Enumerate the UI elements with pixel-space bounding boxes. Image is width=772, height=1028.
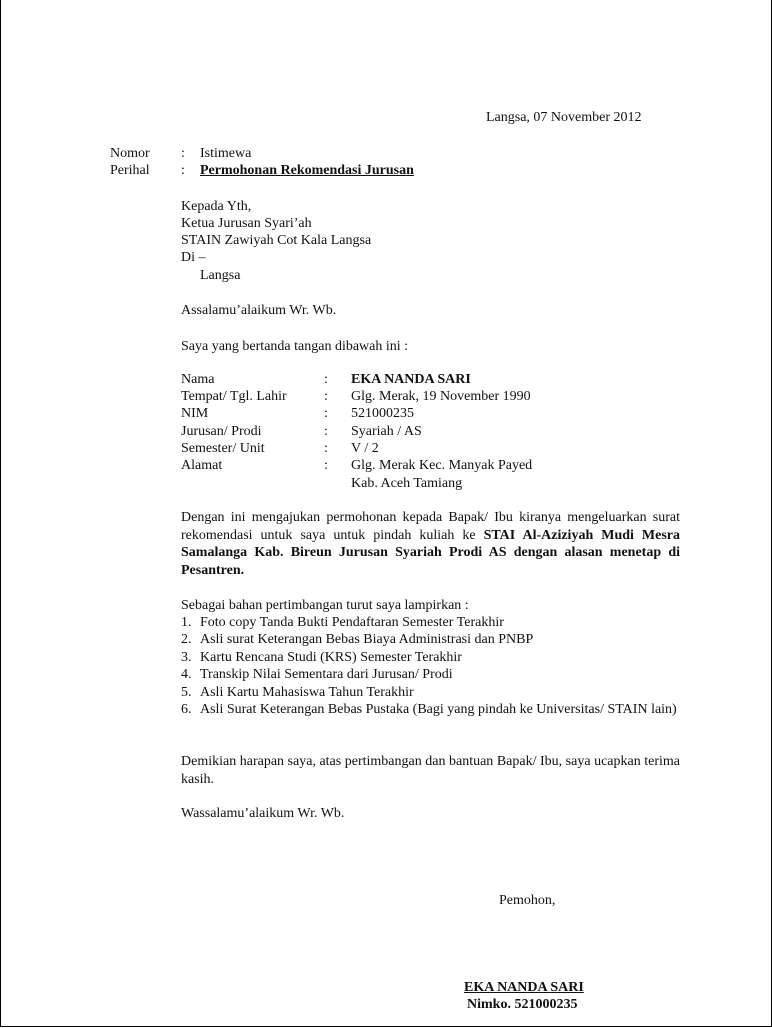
list-item [181, 666, 680, 683]
identity-label-semester: Semester/ Unit [181, 441, 265, 456]
list-item-number: 1. [181, 615, 192, 630]
nomor-colon: : [181, 146, 185, 161]
list-item-number: 2. [181, 632, 192, 648]
signature-name: EKA NANDA SARI [464, 980, 584, 995]
identity-colon: : [324, 458, 328, 473]
attachments-list [181, 614, 680, 718]
list-item-text: Asli surat Keterangan Bebas Biaya Administrasi dan PNBP [200, 632, 534, 648]
list-item [181, 614, 680, 631]
list-item-text: Foto copy Tanda Bukti Pendaftaran Semester Terakhir [200, 615, 504, 630]
signature-role: Pemohon, [499, 893, 556, 908]
body-paragraph [181, 509, 680, 579]
identity-colon: : [324, 372, 328, 387]
list-item-number: 6. [181, 702, 192, 718]
identity-colon: : [324, 406, 328, 421]
attachments-intro: Sebagai bahan pertimbangan turut saya lampirkan : [181, 598, 469, 613]
identity-value-major: Syariah / AS [351, 424, 422, 439]
closing-paragraph: Demikian harapan saya, atas pertimbangan dan bantuan Bapak/ Ibu, saya ucapkan terima kasih. [181, 754, 680, 787]
identity-colon: : [324, 424, 328, 439]
list-item-text: Kartu Rencana Studi (KRS) Semester Terakhir [200, 649, 462, 665]
identity-value-address: Glg. Merak Kec. Manyak Payed [351, 458, 533, 473]
recipient-line-4: Di – [181, 250, 206, 265]
list-item [181, 631, 680, 648]
body-paragraph-bold: STAI Al-Aziziyah Mudi Mesra Samalanga Kab. Bireun Jurusan Syariah Prodi AS dengan alasan menetap di Pesantren. [181, 527, 681, 578]
perihal-value: Permohonan Rekomendasi Jurusan [200, 163, 414, 178]
identity-label-address: Alamat [181, 458, 223, 473]
list-item-number: 5. [181, 684, 192, 700]
greeting: Assalamu’alaikum Wr. Wb. [181, 303, 337, 318]
perihal-label: Perihal [110, 163, 150, 178]
nomor-label: Nomor [110, 146, 150, 161]
list-item-text: Asli Surat Keterangan Bebas Pustaka (Bagi yang pindah ke Universitas/ STAIN lain) [200, 702, 677, 718]
identity-value-birth: Glg. Merak, 19 November 1990 [351, 389, 531, 404]
identity-value-semester: V / 2 [351, 441, 379, 456]
identity-label-nim: NIM [181, 406, 209, 421]
list-item-text: Asli Kartu Mahasiswa Tahun Terakhir [200, 684, 414, 700]
identity-label-name: Nama [181, 372, 215, 387]
identity-label-major: Jurusan/ Prodi [181, 424, 262, 439]
recipient-line-3: STAIN Zawiyah Cot Kala Langsa [181, 233, 372, 248]
date-line: Langsa, 07 November 2012 [486, 110, 642, 125]
identity-label-birth: Tempat/ Tgl. Lahir [181, 389, 287, 404]
farewell: Wassalamu’alaikum Wr. Wb. [181, 806, 345, 821]
intro-line: Saya yang bertanda tangan dibawah ini : [181, 339, 409, 354]
recipient-line-5: Langsa [200, 268, 241, 283]
identity-value-nim: 521000235 [351, 406, 414, 421]
body-paragraph-plain: Dengan ini mengajukan permohonan kepada Bapak/ Ibu kiranya mengeluarkan surat rekomendasi untuk saya untuk pindah kuliah ke [181, 510, 680, 543]
identity-colon: : [324, 441, 328, 456]
identity-value-address-2: Kab. Aceh Tamiang [351, 476, 463, 491]
recipient-line-1: Kepada Yth, [181, 199, 252, 214]
list-item-number: 3. [181, 649, 192, 665]
signature-id: Nimko. 521000235 [467, 997, 578, 1012]
nomor-value: Istimewa [200, 146, 252, 161]
identity-value-name: EKA NANDA SARI [351, 372, 471, 387]
list-item-number: 4. [181, 667, 192, 683]
identity-colon: : [324, 389, 328, 404]
list-item-text: Transkip Nilai Sementara dari Jurusan/ Prodi [200, 667, 453, 683]
perihal-colon: : [181, 163, 185, 178]
list-item [181, 701, 680, 718]
recipient-line-2: Ketua Jurusan Syari’ah [181, 216, 312, 231]
list-item [181, 684, 680, 701]
list-item [181, 649, 680, 666]
